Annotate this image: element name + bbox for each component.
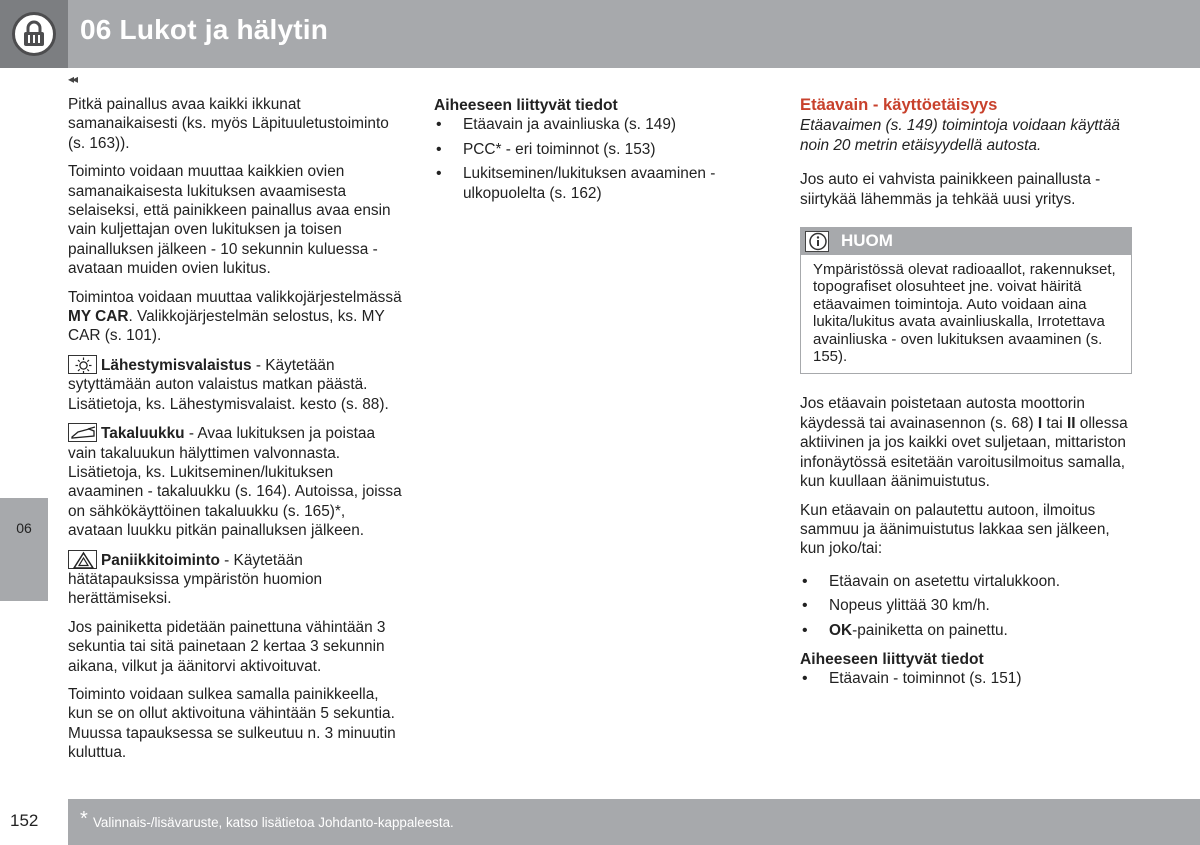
- page-number: 152: [10, 811, 39, 830]
- note-box: [800, 227, 1132, 374]
- related-links-list: [800, 669, 1132, 688]
- paragraph: Toiminto voidaan muuttaa kaikkien ovien samanaikaisesta lukituksen avaamisesta selaiseksi, että painikkeen painallus avaa ensin vain kuljettajan oven lukituksen ja toisen painalluksen jälkeen - 10 sekunnin kuluessa - avataan muiden ovien lukitus.: [68, 163, 391, 278]
- chapter-side-tab: [0, 498, 48, 601]
- paragraph-approach-light: [68, 355, 404, 414]
- note-title: HUOM: [841, 231, 893, 251]
- text: Jos etäavain poistetaan autosta moottorin käydessä tai avainasennon (s. 68): [800, 395, 1085, 432]
- conditions-list: [800, 572, 1132, 640]
- paragraph: [68, 288, 404, 346]
- hazard-triangle-icon: [68, 550, 97, 569]
- text: tai: [1042, 414, 1067, 432]
- function-name: Lähestymisvalaistus: [101, 356, 252, 374]
- tailgate-icon: [68, 423, 97, 442]
- key-position: I: [1037, 414, 1043, 432]
- related-link[interactable]: • PCC* - eri toiminnot (s. 153): [434, 140, 764, 159]
- list-item: [800, 621, 1132, 640]
- page-header: [0, 0, 1200, 68]
- related-link[interactable]: • Etäavain ja avainliuska (s. 149): [434, 115, 764, 134]
- page-number-area: [0, 799, 68, 845]
- function-name: Takaluukku: [101, 425, 185, 443]
- button-name: OK: [829, 621, 853, 639]
- paragraph: Kun etäavain on palautettu autoon, ilmoitus sammuu ja äänimuistutus lakkaa sen jälkeen, kun joko/tai:: [800, 501, 1110, 558]
- approach-light-icon: [68, 355, 97, 374]
- section-heading: Etäavain - käyttöetäisyys: [800, 95, 998, 114]
- related-info-heading: Aiheeseen liittyvät tiedot: [434, 97, 618, 114]
- footnote-text: Valinnais-/lisävaruste, katso lisätietoa Johdanto-kappaleesta.: [93, 815, 454, 830]
- chapter-icon-tab: [0, 0, 68, 68]
- related-link[interactable]: • Etäavain - toiminnot (s. 151): [800, 669, 1132, 688]
- column-left: [68, 95, 404, 772]
- note-header: [801, 228, 1131, 255]
- text: Toimintoa voidaan muuttaa valikkojärjestelmässä: [68, 288, 402, 306]
- continued-arrows-icon: ◂◂: [68, 72, 77, 86]
- column-middle: [434, 95, 764, 208]
- paragraph-panic: [68, 550, 404, 609]
- paragraph: Jos auto ei vahvista painikkeen painallusta - siirtykää lähemmäs ja tehkää uusi yritys.: [800, 171, 1101, 208]
- related-links-list: [434, 115, 764, 203]
- paragraph: Toiminto voidaan sulkea samalla painikkeella, kun se on ollut aktivoituna vähintään 5 sekuntia. Muussa tapauksessa se sulkeutuu n. 3 minuutin kuluttua.: [68, 685, 396, 762]
- text: - Käytetään sytyttämään auton valaistus matkan päästä. Lisätietoja, ks. Lähestymisvalaist. kesto (s. 88).: [68, 356, 389, 413]
- padlock-icon: [12, 12, 56, 56]
- note-body: Ympäristössä olevat radioaallot, rakennukset, topografiset olosuhteet jne. voivat häiritä etäavaimen toimintoja. Auto voidaan aina lukita/lukitus avata avainliuskalla, Irrotettava avainliuska - oven lukituksen avaaminen (s. 155).: [813, 261, 1116, 366]
- list-item: • Etäavain on asetettu virtalukkoon.: [800, 572, 1132, 591]
- paragraph-tailgate: [68, 423, 404, 540]
- footnote-star: *: [80, 808, 88, 830]
- list-item: • Nopeus ylittää 30 km/h.: [800, 596, 1132, 615]
- text: - Avaa lukituksen ja poistaa vain takaluukun hälyttimen valvonnasta. Lisätietoja, ks. Lukitseminen/lukituksen avaaminen - takaluukku (s. 164). Autoissa, joissa on sähkökäyttöinen takaluukku (s. 165)*, avataan luukku pitkän painalluksen jälkeen.: [68, 425, 402, 540]
- column-right: [800, 95, 1132, 694]
- menu-name: MY CAR: [68, 308, 129, 326]
- related-link[interactable]: • Lukitseminen/lukituksen avaaminen - ulkopuolelta (s. 162): [434, 164, 764, 203]
- info-icon: [805, 231, 829, 252]
- text: ollessa aktiivinen ja jos kaikki ovet suljetaan, mittariston infonäytössä esitetään varoitusilmoitus samalla, kun kuullaan äänimuistutus.: [800, 414, 1128, 491]
- function-name: Paniikkitoiminto: [101, 551, 220, 569]
- paragraph: [800, 394, 1132, 491]
- text: . Valikkojärjestelmän selostus, ks. MY CAR (s. 101).: [68, 308, 385, 345]
- paragraph: Jos painiketta pidetään painettuna vähintään 3 sekuntia tai sitä painetaan 2 kertaa 3 sekunnin aikana, vilkut ja äänitorvi aktivoituvat.: [68, 618, 386, 675]
- section-intro: Etäavaimen (s. 149) toimintoja voidaan käyttää noin 20 metrin etäisyydellä autosta.: [800, 117, 1120, 154]
- text: - Käytetään hätätapauksissa ympäristön huomion herättämiseksi.: [68, 551, 323, 608]
- paragraph: Pitkä painallus avaa kaikki ikkunat samanaikaisesti (ks. myös Läpituuletustoiminto (s. 163)).: [68, 96, 389, 152]
- page-title: 06 Lukot ja hälytin: [80, 14, 329, 45]
- chapter-side-tab-label: 06: [16, 520, 32, 536]
- related-info-heading: Aiheeseen liittyvät tiedot: [800, 650, 984, 668]
- text: -painiketta on painettu.: [852, 621, 1008, 639]
- key-position: II: [1066, 414, 1076, 432]
- page-footer: [0, 799, 1200, 845]
